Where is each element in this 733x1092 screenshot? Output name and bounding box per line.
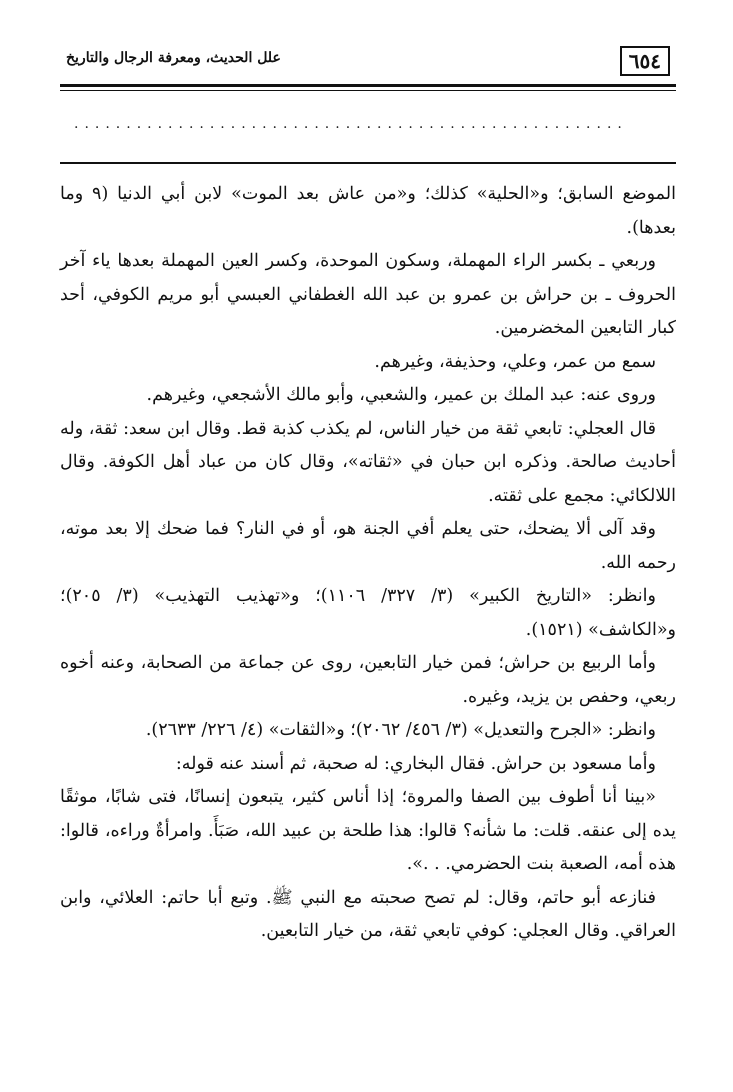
paragraph: وقد آلى ألا يضحك، حتى يعلم أفي الجنة هو، أو في النار؟ فما ضحك إلا بعد موته، رحمه الله. <box>60 519 676 573</box>
paragraph: «بينا أنا أطوف بين الصفا والمروة؛ إذا أناس كثير، يتبعون إنسانًا، فتى شابًا، موثقًا يده إلى عنقه. قلت: ما شأنه؟ قالوا: هذا طلحة بن عبيد الله، صَبَأَ. وامرأةٌ وراءه، قالوا: هذه أمه، الصعبة بنت الحضرمي. . .». <box>60 787 676 874</box>
paragraph: وأما مسعود بن حراش. فقال البخاري: له صحبة، ثم أسند عنه قوله: <box>175 753 656 774</box>
footnote-text <box>60 178 676 949</box>
running-head: علل الحديث، ومعرفة الرجال والتاريخ <box>66 50 281 66</box>
paragraph: قال العجلي: تابعي ثقة من خيار الناس، لم يكذب كذبة قط. وقال ابن سعد: ثقة، وله أحاديث صالحة. وذكره ابن حبان في «ثقاته»، وقال كان من عباد أهل الكوفة. وقال اللالكائي: مجمع على ثقته. <box>60 418 676 506</box>
paragraph: وأما الربيع بن حراش؛ فمن خيار التابعين، روى عن جماعة من الصحابة، وعنه أخوه ربعي، وحفص بن يزيد، وغيره. <box>60 653 676 707</box>
ellipsis-line: ..................................................... <box>74 116 628 132</box>
paragraph: سمع من عمر، وعلي، وحذيفة، وغيرهم. <box>374 351 656 372</box>
paragraph: فنازعه أبو حاتم، وقال: لم تصح صحبته مع النبي ﷺ. وتبع أبا حاتم: العلائي، وابن العراقي. وقال العجلي: كوفي تابعي ثقة، من خيار التابعين. <box>60 887 676 941</box>
paragraph: الموضع السابق؛ و«الحلية» كذلك؛ و«من عاش بعد الموت» لابن أبي الدنيا (٩ وما بعدها). <box>60 184 676 238</box>
footnote-separator <box>60 162 676 164</box>
book-page <box>60 38 676 1058</box>
paragraph: وانظر: «التاريخ الكبير» (٣/ ٣٢٧/ ١١٠٦)؛ و«تهذيب التهذيب» (٣/ ٢٠٥)؛ و«الكاشف» (١٥٢١). <box>60 586 676 640</box>
paragraph: وربعي ـ بكسر الراء المهملة، وسكون الموحدة، وكسر العين المهملة بعدها ياء آخر الحروف ـ بن حراش بن عمرو بن عبد الله الغطفاني العبسي أبو مريم الكوفي، أحد كبار التابعين المخضرمين. <box>60 251 676 338</box>
header-double-rule <box>60 84 676 91</box>
paragraph: وروى عنه: عبد الملك بن عمير، والشعبي، وأبو مالك الأشجعي، وغيرهم. <box>146 385 656 405</box>
page-number: ٦٥٤ <box>620 46 670 76</box>
page-header <box>60 38 676 82</box>
paragraph: وانظر: «الجرح والتعديل» (٣/ ٤٥٦/ ٢٠٦٢)؛ و«الثقات» (٤/ ٢٢٦/ ٢٦٣٣). <box>145 720 656 740</box>
